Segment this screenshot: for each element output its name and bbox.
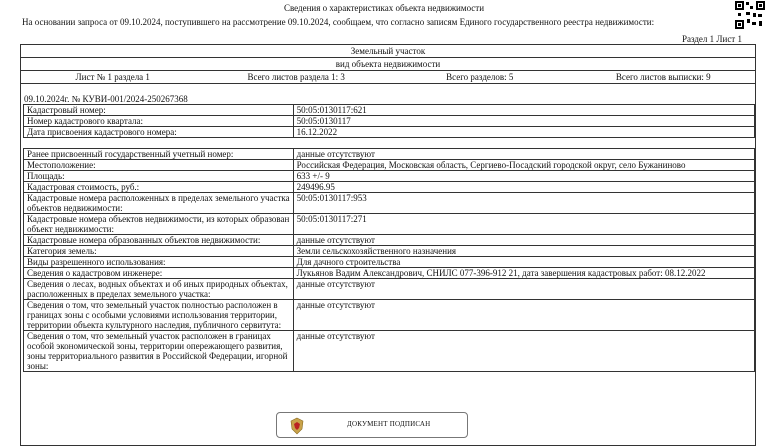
characteristics-table (23, 148, 755, 372)
table-row (24, 127, 755, 138)
identifiers-table (23, 104, 755, 138)
total-sheets-extract: Всего листов выписки: 9 (615, 72, 711, 82)
registration-number: 09.10.2024г. № КУВИ-001/2024-250267368 (24, 94, 188, 104)
table-row (24, 182, 755, 193)
field-value: 50:05:0130117:271 (293, 214, 754, 235)
field-value: 249496.95 (293, 182, 754, 193)
document-title: Сведения о характеристиках объекта недвижимости (283, 3, 485, 13)
sheet-number: Лист № 1 раздела 1 (75, 72, 150, 82)
field-label: Кадастровые номера расположенных в пределах земельного участка объектов недвижимости: (24, 193, 294, 214)
table-row (24, 257, 755, 268)
field-label: Дата присвоения кадастрового номера: (24, 127, 294, 138)
section-reference: Раздел 1 Лист 1 (681, 34, 742, 44)
field-value: 50:05:0130117:953 (293, 193, 754, 214)
field-label: Кадастровый номер: (24, 105, 294, 116)
table-row (24, 268, 755, 279)
field-value: 50:05:0130117:621 (293, 105, 754, 116)
table-row (24, 300, 755, 331)
field-label: Кадастровая стоимость, руб.: (24, 182, 294, 193)
field-label: Сведения о лесах, водных объектах и об иных природных объектах, расположенных в пределах земельного участка: (24, 279, 294, 300)
field-value: данные отсутствуют (293, 279, 754, 300)
field-label: Ранее присвоенный государственный учетный номер: (24, 149, 294, 160)
coat-of-arms-icon (289, 417, 305, 435)
table-row (24, 235, 755, 246)
object-type-header (21, 45, 755, 71)
object-type-caption: вид объекта недвижимости (335, 59, 441, 69)
table-row (24, 193, 755, 214)
field-label: Кадастровые номера объектов недвижимости, из которых образован объект недвижимости: (24, 214, 294, 235)
table-row (24, 160, 755, 171)
table-row (24, 105, 755, 116)
field-value: 633 +/- 9 (293, 171, 754, 182)
field-label: Категория земель: (24, 246, 294, 257)
field-value: Лукьянов Вадим Александрович, СНИЛС 077-396-912 21, дата завершения кадастровых работ: 08.12.2022 (293, 268, 754, 279)
field-label: Виды разрешенного использования: (24, 257, 294, 268)
total-sections: Всего разделов: 5 (446, 72, 514, 82)
field-value: данные отсутствуют (293, 149, 754, 160)
table-row (24, 214, 755, 235)
field-value: Для дачного строительства (293, 257, 754, 268)
object-type: Земельный участок (21, 45, 755, 58)
sheet-info-row (21, 71, 755, 84)
field-value: Российская Федерация, Московская область, Сергиево-Посадский городской округ, село Бужаниново (293, 160, 754, 171)
field-label: Местоположение: (24, 160, 294, 171)
field-label: Сведения о кадастровом инженере: (24, 268, 294, 279)
field-value: данные отсутствуют (293, 235, 754, 246)
table-row (24, 246, 755, 257)
table-row (24, 149, 755, 160)
table-row (24, 331, 755, 372)
field-value: данные отсутствуют (293, 331, 754, 372)
field-value: данные отсутствуют (293, 300, 754, 331)
field-value: Земли сельскохозяйственного назначения (293, 246, 754, 257)
field-label: Кадастровые номера образованных объектов недвижимости: (24, 235, 294, 246)
field-label: Сведения о том, что земельный участок полностью расположен в границах зоны с особыми условиями использования территории, территории объекта культурного наследия, публичного сервитута: (24, 300, 294, 331)
field-value: 50:05:0130117 (293, 116, 754, 127)
qr-code-icon (734, 0, 766, 30)
field-value: 16.12.2022 (293, 127, 754, 138)
total-sheets-section: Всего листов раздела 1: 3 (247, 72, 345, 82)
table-row (24, 116, 755, 127)
field-label: Номер кадастрового квартала: (24, 116, 294, 127)
field-label: Сведения о том, что земельный участок расположен в границах особой экономической зоны, территории опережающего развития, зоны территориального развития в Российской Федерации, игорной зоны: (24, 331, 294, 372)
stamp-text: ДОКУМЕНТ ПОДПИСАН (347, 420, 431, 428)
table-row (24, 279, 755, 300)
digital-signature-stamp (276, 412, 468, 438)
extract-frame (20, 44, 756, 446)
intro-text: На основании запроса от 09.10.2024, поступившего на рассмотрение 09.10.2024, сообщаем, что согласно записям Единого государственного реестра недвижимости: (22, 17, 655, 27)
table-row (24, 171, 755, 182)
field-label: Площадь: (24, 171, 294, 182)
